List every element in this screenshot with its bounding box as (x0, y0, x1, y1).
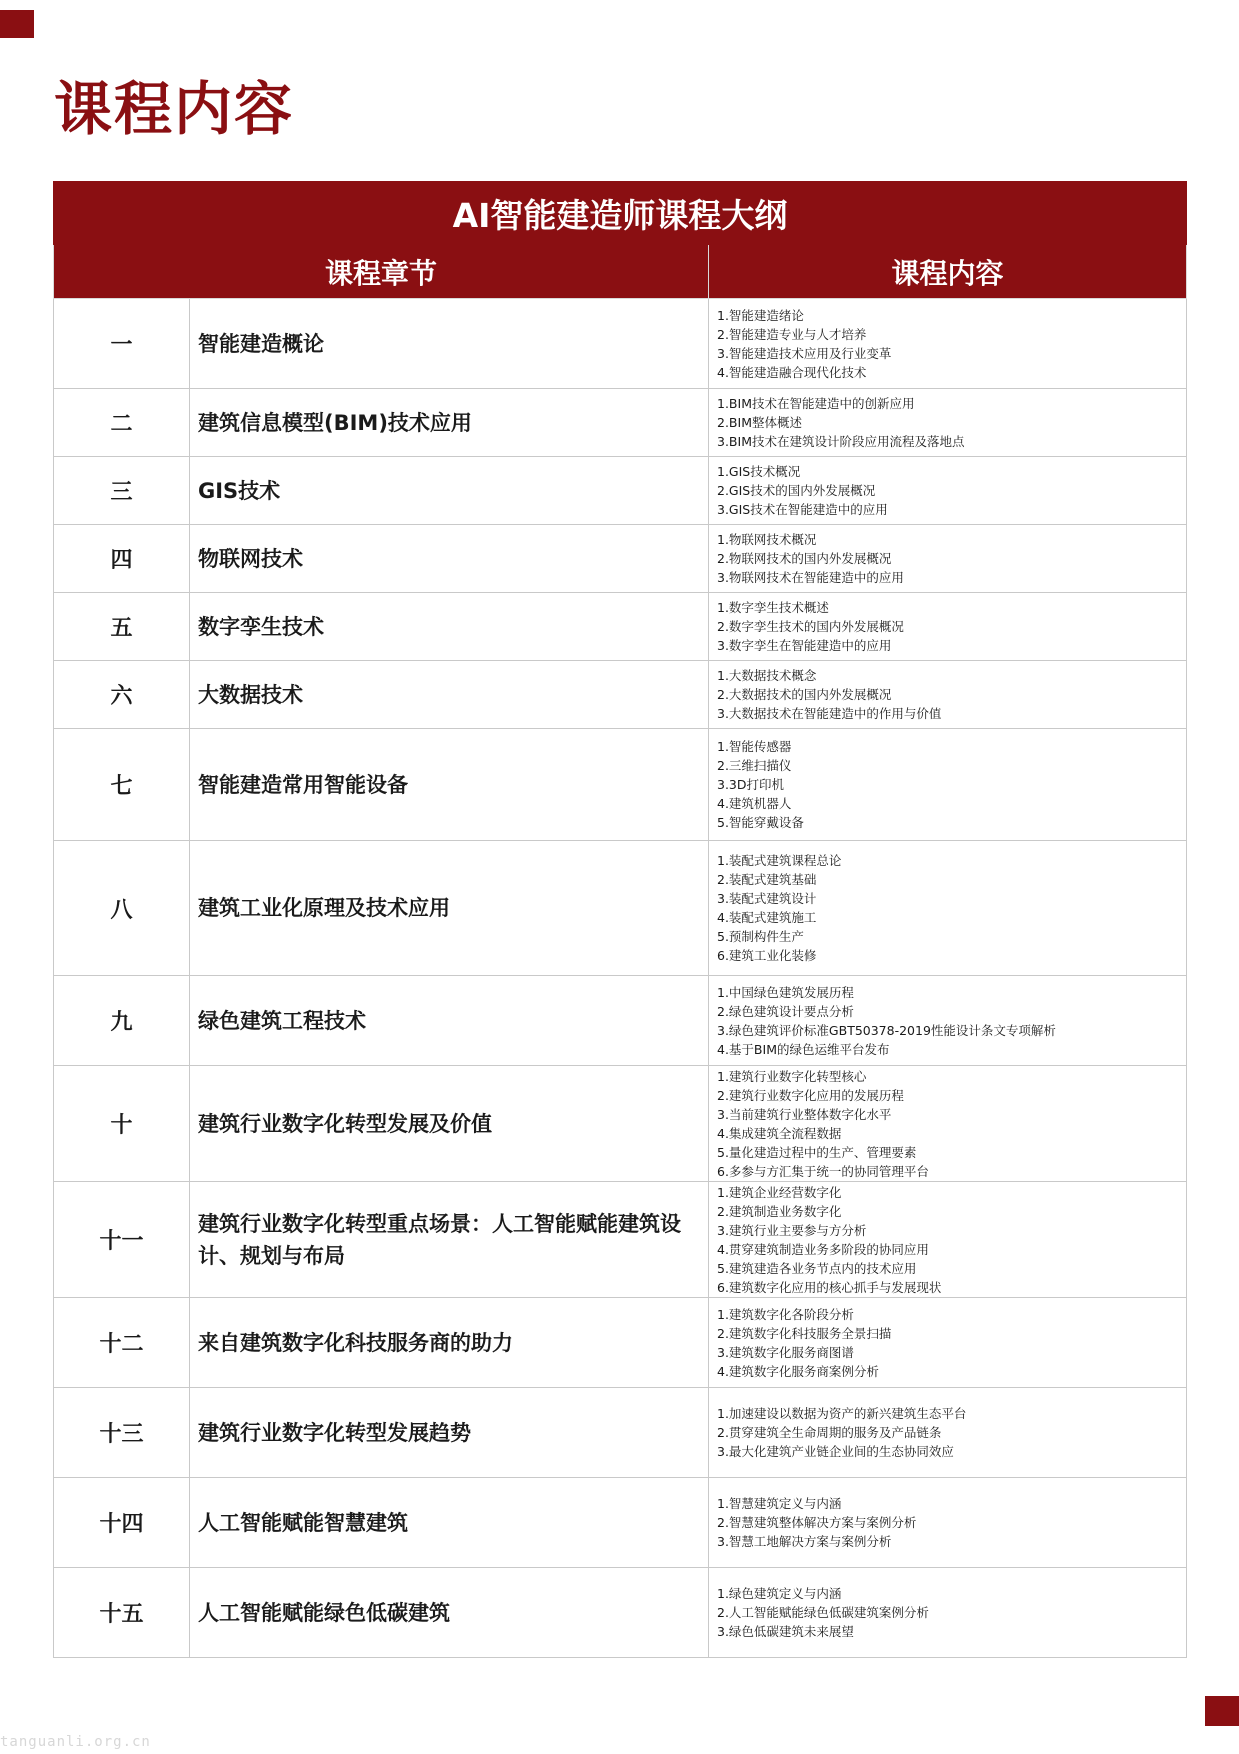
content-item: 6.建筑数字化应用的核心抓手与发展现状 (717, 1279, 942, 1295)
chapter-name: 智能建造常用智能设备 (190, 729, 709, 841)
chapter-content (709, 457, 1187, 525)
content-item: 2.建筑制造业务数字化 (717, 1203, 842, 1219)
chapter-number: 六 (54, 661, 190, 729)
chapter-number: 二 (54, 389, 190, 457)
table-row (54, 1182, 1187, 1298)
table-row (54, 525, 1187, 593)
chapter-content (709, 1388, 1187, 1478)
chapter-content (709, 1182, 1187, 1298)
content-item: 1.智能建造绪论 (717, 307, 804, 323)
content-item: 2.贯穿建筑全生命周期的服务及产品链条 (717, 1425, 942, 1440)
chapter-content (709, 299, 1187, 389)
table-row (54, 1388, 1187, 1478)
chapter-number: 一 (54, 299, 190, 389)
corner-decoration-top-left (0, 10, 34, 38)
chapter-number: 十四 (54, 1478, 190, 1568)
content-item: 3.大数据技术在智能建造中的作用与价值 (717, 706, 942, 721)
course-outline-table (53, 181, 1186, 1658)
table-title: AI智能建造师课程大纲 (54, 182, 1187, 245)
chapter-number: 八 (54, 841, 190, 976)
chapter-content (709, 1568, 1187, 1658)
table-row (54, 976, 1187, 1066)
content-item: 3.智慧工地解决方案与案例分析 (717, 1534, 892, 1549)
content-item: 2.建筑数字化科技服务全景扫描 (717, 1325, 892, 1341)
chapter-name: 物联网技术 (190, 525, 709, 593)
content-item: 4.建筑机器人 (717, 796, 792, 811)
chapter-number: 七 (54, 729, 190, 841)
chapter-number: 四 (54, 525, 190, 593)
chapter-content (709, 841, 1187, 976)
chapter-content (709, 1478, 1187, 1568)
content-item: 6.建筑工业化装修 (717, 948, 817, 963)
chapter-name: 建筑行业数字化转型发展趋势 (190, 1388, 709, 1478)
content-item: 1.智慧建筑定义与内涵 (717, 1496, 842, 1511)
table-row (54, 841, 1187, 976)
content-item: 3.绿色建筑评价标准GBT50378-2019性能设计条文专项解析 (717, 1022, 1056, 1038)
chapter-name: GIS技术 (190, 457, 709, 525)
content-item: 1.BIM技术在智能建造中的创新应用 (717, 396, 915, 411)
content-item: 1.数字孪生技术概述 (717, 600, 829, 615)
content-item: 2.智慧建筑整体解决方案与案例分析 (717, 1515, 917, 1530)
content-item: 3.智能建造技术应用及行业变革 (717, 345, 892, 361)
table-body (54, 299, 1187, 1658)
table-row (54, 1066, 1187, 1182)
content-item: 1.建筑企业经营数字化 (717, 1184, 842, 1200)
chapter-content (709, 661, 1187, 729)
chapter-content (709, 525, 1187, 593)
content-item: 2.人工智能赋能绿色低碳建筑案例分析 (717, 1605, 929, 1620)
content-item: 3.装配式建筑设计 (717, 891, 817, 906)
chapter-number: 五 (54, 593, 190, 661)
content-item: 3.最大化建筑产业链企业间的生态协同效应 (717, 1444, 954, 1459)
content-item: 3.当前建筑行业整体数字化水平 (717, 1106, 892, 1122)
table-row (54, 661, 1187, 729)
content-item: 4.贯穿建筑制造业务多阶段的协同应用 (717, 1241, 929, 1257)
content-item: 2.BIM整体概述 (717, 415, 802, 430)
chapter-name: 人工智能赋能绿色低碳建筑 (190, 1568, 709, 1658)
content-item: 4.建筑数字化服务商案例分析 (717, 1363, 879, 1379)
chapter-number: 九 (54, 976, 190, 1066)
chapter-number: 十五 (54, 1568, 190, 1658)
table-row (54, 1478, 1187, 1568)
table-row (54, 457, 1187, 525)
content-item: 1.智能传感器 (717, 739, 792, 754)
chapter-name: 建筑行业数字化转型发展及价值 (190, 1066, 709, 1182)
content-item: 1.大数据技术概念 (717, 668, 817, 683)
chapter-number: 十 (54, 1066, 190, 1182)
chapter-name: 建筑信息模型(BIM)技术应用 (190, 389, 709, 457)
table-row (54, 299, 1187, 389)
chapter-content (709, 593, 1187, 661)
content-item: 1.中国绿色建筑发展历程 (717, 984, 854, 1000)
chapter-name: 大数据技术 (190, 661, 709, 729)
content-item: 4.装配式建筑施工 (717, 910, 817, 925)
chapter-name: 绿色建筑工程技术 (190, 976, 709, 1066)
chapter-content (709, 976, 1187, 1066)
table-row (54, 729, 1187, 841)
chapter-number: 十二 (54, 1298, 190, 1388)
content-item: 3.GIS技术在智能建造中的应用 (717, 502, 888, 517)
corner-decoration-bottom-right (1205, 1696, 1239, 1726)
content-item: 4.集成建筑全流程数据 (717, 1125, 842, 1141)
content-item: 3.数字孪生在智能建造中的应用 (717, 638, 892, 653)
chapter-name: 来自建筑数字化科技服务商的助力 (190, 1298, 709, 1388)
content-item: 2.三维扫描仪 (717, 758, 792, 773)
table-row (54, 593, 1187, 661)
content-item: 2.GIS技术的国内外发展概况 (717, 483, 876, 498)
chapter-content (709, 389, 1187, 457)
page-title: 课程内容 (54, 75, 295, 143)
content-item: 5.建筑建造各业务节点内的技术应用 (717, 1260, 917, 1276)
content-item: 3.物联网技术在智能建造中的应用 (717, 570, 904, 585)
table-row (54, 389, 1187, 457)
content-item: 1.装配式建筑课程总论 (717, 853, 842, 868)
content-item: 1.建筑数字化各阶段分析 (717, 1306, 854, 1322)
table-row (54, 1298, 1187, 1388)
chapter-name: 人工智能赋能智慧建筑 (190, 1478, 709, 1568)
chapter-content (709, 1298, 1187, 1388)
content-item: 4.智能建造融合现代化技术 (717, 364, 867, 380)
chapter-content (709, 1066, 1187, 1182)
chapter-name: 数字孪生技术 (190, 593, 709, 661)
content-item: 3.BIM技术在建筑设计阶段应用流程及落地点 (717, 434, 965, 449)
content-item: 2.装配式建筑基础 (717, 872, 817, 887)
content-item: 1.GIS技术概况 (717, 464, 801, 479)
content-item: 6.多参与方汇集于统一的协同管理平台 (717, 1163, 929, 1179)
content-item: 2.智能建造专业与人才培养 (717, 326, 867, 342)
chapter-content (709, 729, 1187, 841)
content-item: 1.建筑行业数字化转型核心 (717, 1068, 867, 1084)
content-item: 5.智能穿戴设备 (717, 815, 804, 830)
content-item: 5.预制构件生产 (717, 929, 804, 944)
content-item: 5.量化建造过程中的生产、管理要素 (717, 1144, 917, 1160)
chapter-number: 三 (54, 457, 190, 525)
header-chapter: 课程章节 (54, 245, 709, 299)
content-item: 1.物联网技术概况 (717, 532, 817, 547)
content-item: 1.绿色建筑定义与内涵 (717, 1586, 842, 1601)
table-row (54, 1568, 1187, 1658)
header-content: 课程内容 (709, 245, 1187, 299)
content-item: 2.建筑行业数字化应用的发展历程 (717, 1087, 904, 1103)
chapter-name: 智能建造概论 (190, 299, 709, 389)
chapter-number: 十一 (54, 1182, 190, 1298)
content-item: 1.加速建设以数据为资产的新兴建筑生态平台 (717, 1406, 967, 1421)
content-item: 2.物联网技术的国内外发展概况 (717, 551, 892, 566)
content-item: 3.建筑行业主要参与方分析 (717, 1222, 867, 1238)
content-item: 2.大数据技术的国内外发展概况 (717, 687, 892, 702)
content-item: 2.数字孪生技术的国内外发展概况 (717, 619, 904, 634)
chapter-number: 十三 (54, 1388, 190, 1478)
content-item: 3.建筑数字化服务商图谱 (717, 1344, 854, 1360)
watermark: tanguanli.org.cn (0, 1734, 151, 1750)
chapter-name: 建筑行业数字化转型重点场景：人工智能赋能建筑设计、规划与布局 (190, 1182, 709, 1298)
content-item: 2.绿色建筑设计要点分析 (717, 1003, 854, 1019)
content-item: 3.绿色低碳建筑未来展望 (717, 1624, 854, 1639)
content-item: 3.3D打印机 (717, 777, 785, 792)
content-item: 4.基于BIM的绿色运维平台发布 (717, 1041, 890, 1057)
chapter-name: 建筑工业化原理及技术应用 (190, 841, 709, 976)
